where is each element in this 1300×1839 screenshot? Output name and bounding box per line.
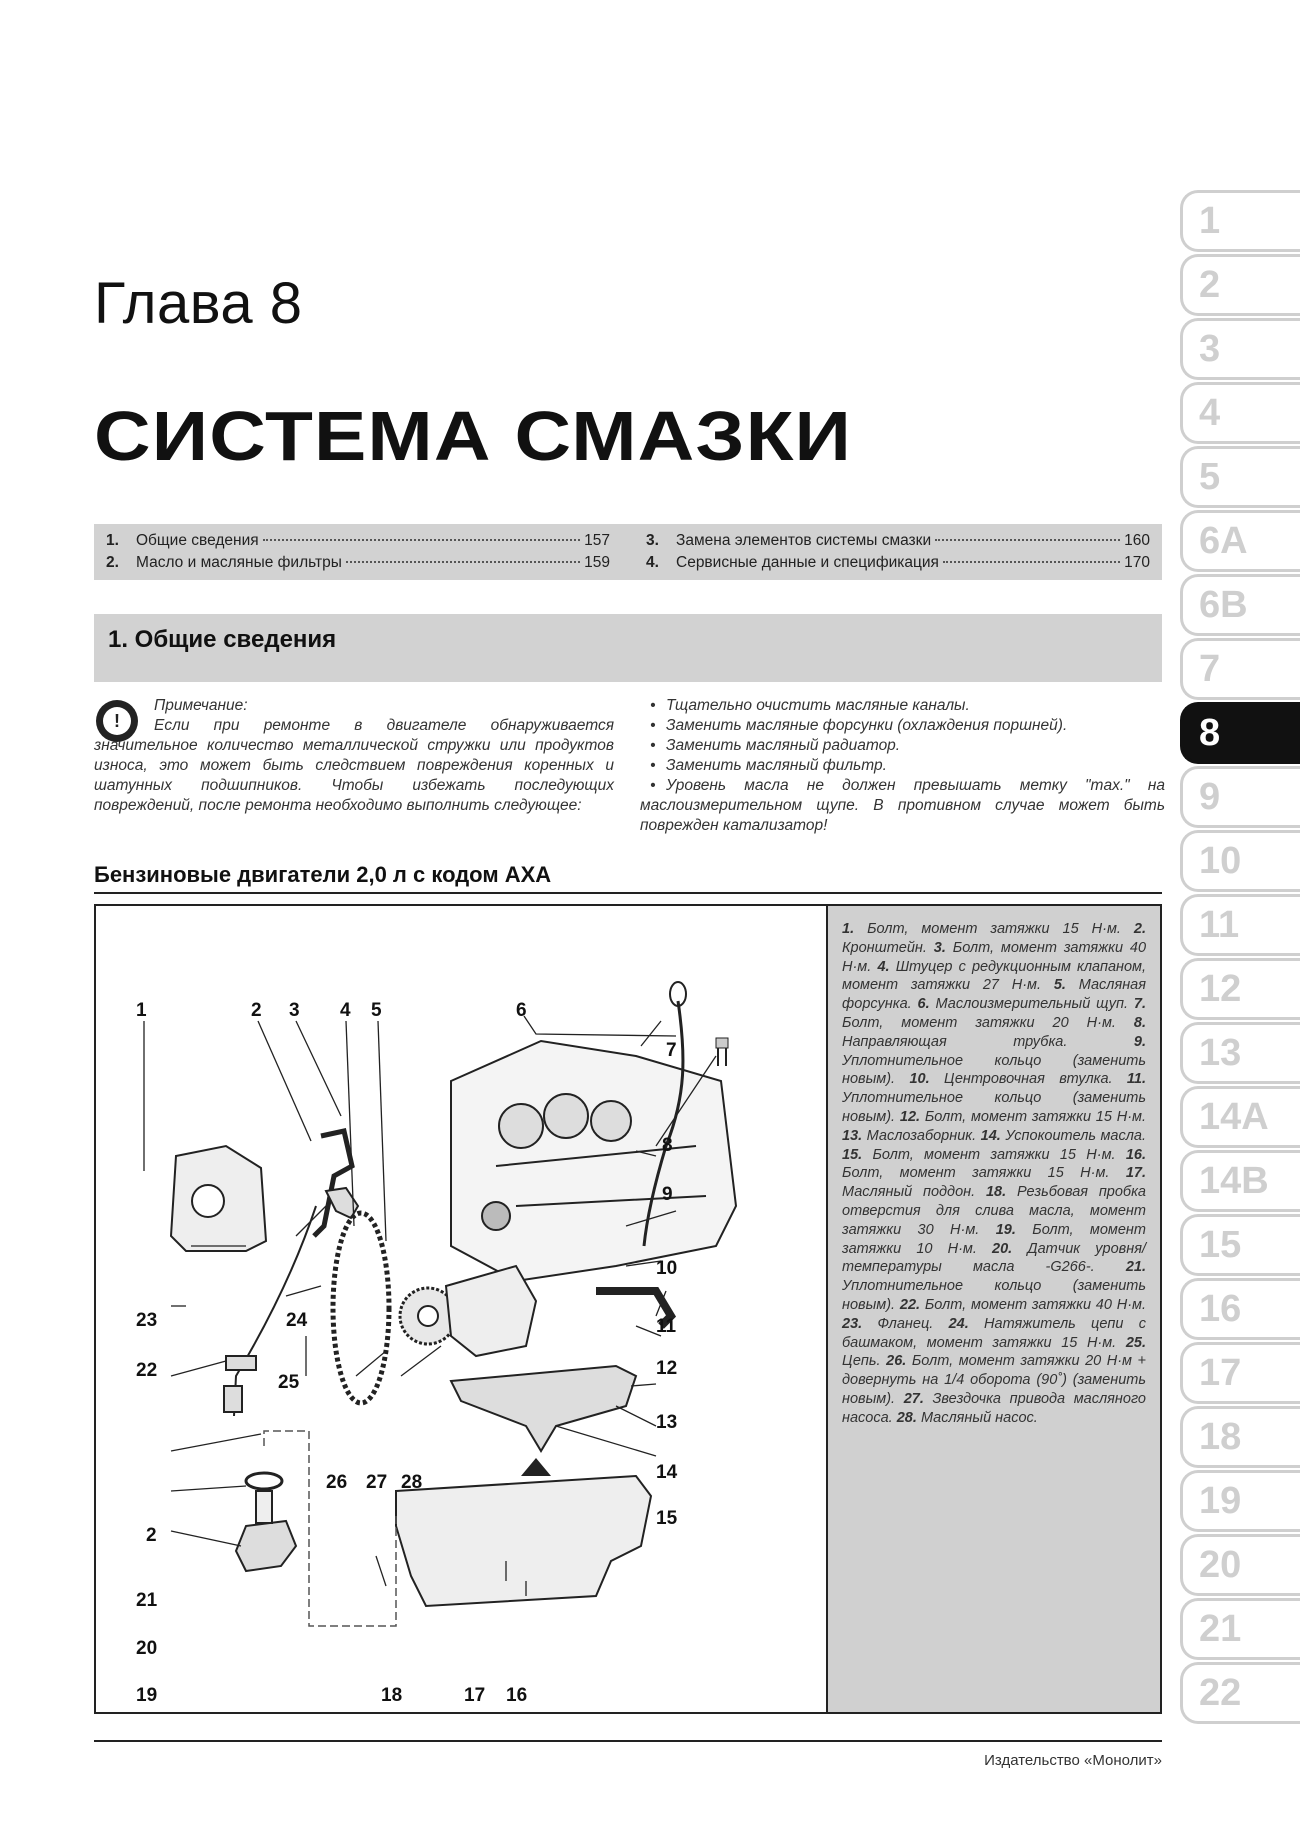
legend-entry: 6. Маслоизмерительный щуп. (917, 996, 1129, 1013)
toc-page: 157 (584, 532, 610, 549)
toc-entry[interactable] (106, 554, 610, 572)
legend-entry: 19. Болт, момент затяжки 10 Н·м. (842, 1221, 1146, 1257)
chapter-tab[interactable]: 5 (1180, 446, 1300, 508)
legend-entry: 22. Болт, момент затяжки 40 Н·м. (899, 1296, 1146, 1313)
legend-entry: 27. Звездочка привода масляного насоса. (842, 1390, 1146, 1426)
toc-page: 159 (584, 554, 610, 571)
bullet-icon: • (650, 777, 656, 794)
section-title: 1. Общие сведения (108, 626, 337, 653)
chapter-tab[interactable]: 4 (1180, 382, 1300, 444)
legend-entry: 4. Штуцер с редукционным клапаном, момент затяжки 27 Н·м. (842, 958, 1147, 994)
callout-label: 28 (401, 1472, 423, 1493)
callout-label: 16 (506, 1685, 528, 1706)
toc-title: Общие сведения (136, 532, 259, 549)
legend-entry: 28. Масляный насос. (896, 1409, 1038, 1426)
chapter-tab[interactable]: 6A (1180, 510, 1300, 572)
legend-entry: 11. Уплотнительное кольцо (заменить новым). (842, 1071, 1147, 1125)
callout-label: 7 (666, 1040, 677, 1061)
callout-label: 22 (136, 1360, 158, 1381)
toc-title: Масло и масляные фильтры (136, 554, 342, 571)
legend-entry: 25. Цепь. (842, 1334, 1146, 1370)
chapter-tab[interactable]: 10 (1180, 830, 1300, 892)
bullet-icon: • (650, 717, 656, 734)
bullet-icon: • (650, 697, 656, 714)
callout-label: 18 (381, 1685, 403, 1706)
legend-entry: 18. Резьбовая пробка отверстия для слива масла, момент затяжки 30 Н·м. (842, 1184, 1146, 1238)
list-item: • Заменить масляный фильтр. (640, 756, 1165, 776)
callout-label: 12 (656, 1358, 678, 1379)
toc-leader (346, 561, 580, 563)
legend-entry: 15. Болт, момент затяжки 15 Н·м. (842, 1146, 1116, 1163)
toc-title: Замена элементов системы смазки (676, 532, 932, 549)
chapter-label: Глава 8 (94, 271, 303, 336)
toc-leader (263, 539, 580, 541)
legend-entry: 16. Болт, момент затяжки 15 Н·м. (842, 1146, 1146, 1182)
subsection-title: Бензиновые двигатели 2,0 л с кодом AXA (94, 862, 552, 887)
toc-leader (935, 539, 1120, 541)
callout-label: 8 (662, 1135, 673, 1156)
callout-label: 6 (516, 1000, 527, 1021)
chapter-tab[interactable]: 9 (1180, 766, 1300, 828)
chapter-tab[interactable]: 6B (1180, 574, 1300, 636)
callout-label: 4 (340, 1000, 351, 1021)
toc-entry[interactable] (646, 554, 1150, 572)
callout-label: 19 (136, 1685, 158, 1706)
chapter-tab-active[interactable]: 8 (1180, 702, 1300, 764)
callout-label: 13 (656, 1412, 678, 1433)
parts-legend (826, 906, 1160, 1712)
chapter-tab[interactable]: 7 (1180, 638, 1300, 700)
chapter-tab[interactable]: 11 (1180, 894, 1300, 956)
callout-label: 2 (146, 1525, 157, 1546)
footer-rule (94, 1740, 1162, 1742)
chapter-tabs (1180, 190, 1300, 1726)
callout-label: 9 (662, 1184, 673, 1205)
callout-label: 10 (656, 1258, 678, 1279)
lubrication-system-diagram (96, 906, 826, 1712)
chapter-tab[interactable]: 12 (1180, 958, 1300, 1020)
engine-block-drawing (451, 1041, 736, 1281)
callout-label: 5 (371, 1000, 382, 1021)
list-item: • Уровень масла не должен превышать метку "max." на маслоизмерительном щупе. В противном случае может быть поврежден катализатор! (640, 777, 1165, 834)
list-item: • Тщательно очистить масляные каналы. (640, 696, 1165, 716)
callout-label: 3 (289, 1000, 300, 1021)
legend-entry: 21. Уплотнительное кольцо (заменить новым). (842, 1259, 1147, 1313)
callout-label: 26 (326, 1472, 348, 1493)
chapter-tab[interactable]: 1 (1180, 190, 1300, 252)
list-item: • Заменить масляные форсунки (охлаждения поршней). (640, 716, 1165, 736)
instruction-list (640, 696, 1165, 836)
callout-label: 20 (136, 1638, 158, 1659)
legend-entry: 26. Болт, момент затяжки 20 Н·м + довернуть на 1/4 оборота (90˚) (заменить новым). (842, 1353, 1147, 1407)
toc-leader (943, 561, 1120, 563)
chapter-tab[interactable]: 18 (1180, 1406, 1300, 1468)
chapter-title: СИСТЕМА СМАЗКИ (94, 397, 853, 475)
callout-label: 15 (656, 1508, 678, 1529)
chapter-tab[interactable]: 19 (1180, 1470, 1300, 1532)
chapter-tab[interactable]: 21 (1180, 1598, 1300, 1660)
chapter-tab[interactable]: 3 (1180, 318, 1300, 380)
chapter-tab[interactable]: 2 (1180, 254, 1300, 316)
bullet-icon: • (650, 757, 656, 774)
callout-label: 21 (136, 1590, 158, 1611)
legend-entry: 5. Масляная форсунка. (842, 977, 1146, 1013)
legend-entry: 2. Кронштейн. (842, 921, 1147, 956)
toc-column-left (106, 532, 610, 572)
callout-label: 2 (251, 1000, 262, 1021)
legend-entry: 20. Датчик уровня/температуры масла -G266-. (842, 1240, 1146, 1276)
publisher-footer: Издательство «Монолит» (984, 1752, 1162, 1769)
toc-page: 160 (1124, 532, 1150, 549)
toc-page: 170 (1124, 554, 1150, 571)
chapter-tab[interactable]: 13 (1180, 1022, 1300, 1084)
exploded-diagram-figure (94, 904, 1162, 1714)
toc-entry[interactable] (106, 532, 610, 550)
chapter-tab[interactable]: 15 (1180, 1214, 1300, 1276)
toc-column-right (646, 532, 1150, 572)
legend-entry: 17. Масляный поддон. (842, 1165, 1146, 1201)
callout-label: 17 (464, 1685, 486, 1706)
chapter-tab[interactable]: 14B (1180, 1150, 1300, 1212)
legend-entry: 8. Направляющая трубка. (842, 1014, 1147, 1050)
callout-label: 11 (656, 1316, 677, 1337)
callout-label: 25 (278, 1372, 300, 1393)
toc-number: 3. (646, 532, 659, 549)
legend-entry: 1. Болт, момент затяжки 15 Н·м. (842, 921, 1121, 937)
lightbulb-icon: ! (96, 700, 138, 742)
callout-label: 27 (366, 1472, 388, 1493)
toc-number: 4. (646, 554, 659, 571)
toc-number: 2. (106, 554, 119, 571)
legend-entry: 3. Болт, момент затяжки 40 Н·м. (842, 939, 1147, 975)
subsection-rule (94, 892, 1162, 894)
toc-entry[interactable] (646, 532, 1150, 550)
note-block (94, 696, 614, 816)
legend-entry: 12. Болт, момент затяжки 15 Н·м. (899, 1108, 1146, 1125)
chapter-tab[interactable]: 20 (1180, 1534, 1300, 1596)
section-header (94, 614, 1162, 682)
note-text: Если при ремонте в двигателе обнаруживается значительное количество металлической стружки или продуктов износа, это может быть следствием повреждения коренных и шатунных подшипников. Чтобы избежать последующих повреждений, после ремонта необходимо выполнить следующее: (94, 717, 614, 814)
legend-entry: 24. Натяжитель цепи с башмаком, момент затяжки 15 Н·м. (842, 1315, 1146, 1351)
chapter-tab[interactable]: 16 (1180, 1278, 1300, 1340)
chapter-tab[interactable]: 22 (1180, 1662, 1300, 1724)
chapter-tab[interactable]: 17 (1180, 1342, 1300, 1404)
chapter-contents (94, 524, 1162, 580)
callout-label: 23 (136, 1310, 158, 1331)
legend-entry: 7. Болт, момент затяжки 20 Н·м. (842, 996, 1147, 1031)
chapter-tab[interactable]: 14A (1180, 1086, 1300, 1148)
toc-title: Сервисные данные и спецификация (676, 554, 939, 571)
bullet-icon: • (650, 737, 656, 754)
callout-label: 14 (656, 1462, 678, 1483)
legend-entry: 14. Успокоитель масла. (980, 1127, 1147, 1144)
note-label: Примечание: (154, 697, 248, 714)
legend-entry: 10. Центровочная втулка. (909, 1071, 1113, 1088)
list-item: • Заменить масляный радиатор. (640, 736, 1165, 756)
legend-entry: 13. Маслозаборник. (842, 1127, 977, 1144)
toc-number: 1. (106, 532, 119, 549)
callout-label: 1 (136, 1000, 147, 1021)
legend-entry: 23. Фланец. (842, 1315, 934, 1332)
legend-entry: 9. Уплотнительное кольцо (заменить новым). (842, 1033, 1146, 1088)
callout-label: 24 (286, 1310, 308, 1331)
